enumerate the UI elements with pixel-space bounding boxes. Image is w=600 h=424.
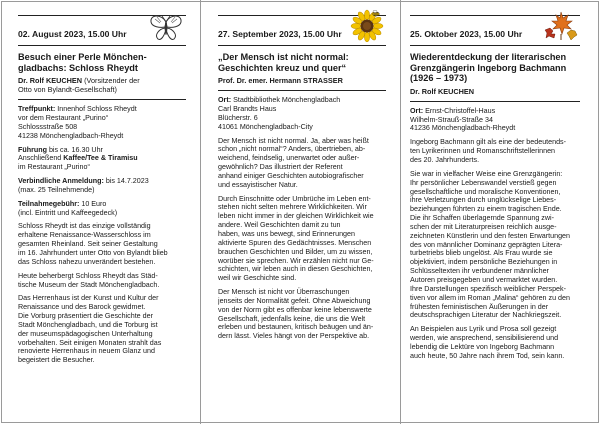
divider: [218, 90, 386, 91]
event-date: 02. August 2023, 15.00 Uhr: [18, 29, 127, 39]
event-location: Ort: Ernst-Christoffel-Haus Wilhelm-Strauß-Straße 34 41236 Mönchengladbach-Rheydt: [410, 106, 516, 133]
event-date: 27. September 2023, 15.00 Uhr: [218, 29, 342, 39]
fee-info: Teilnahmegebühr: 10 Euro (incl. Eintritt und Kaffeegedeck): [18, 199, 118, 217]
divider: [18, 99, 186, 100]
event-description: Ingeborg Bachmann gilt als eine der bedeutends- ten Lyrikerinnen und Romanschriftstellerinnen des 20. Jahrhunderts. Sie war in vielfacher Weise eine Grenzgängerin: Ihr persönlicher Lebenswandel verstieß gegen gesellschaftliche und moralische Konventionen, ihre Verletzungen durch unglückselige Liebes- beziehungen führten zu einem tragischen Ende. Die ihr Schaffen überlagernde Spannung zwi- schen der mit Literaturpreisen reichlich ausge- zeichneten Künstlerin und den festen Erwartungen des von männlicher Dominanz geprägten Litera- turbetriebs blieb ungelöst. Als Frau wurde sie objektiviert, indem persönliche Beziehungen in Schlüsseltexten ihr verbundener männlicher Autoren preisgegeben und vermarktet wurden. Ihre Darstellungen spezifisch weiblicher Perspek- tiven vor allem im Roman „Malina“ gehören zu den frühesten feministischen Äußerungen in der deutschsprachigen Literatur der Nachkriegszeit. An Beispielen aus Lyrik und Prosa soll gezeigt werden, wie ansprechend, sensibilisierend und lebendig die Lektüre von Ingeborg Bachmann auch heute, 50 Jahre nach ihrem Tod, sein kann.: [410, 138, 570, 360]
event-column-august: [18, 0, 186, 424]
autumn-leaves-icon: [544, 10, 578, 42]
event-location: Ort: Stadtbibliothek Mönchengladbach Carl Brandts Haus Blücherstr. 6 41061 Mönchengladbach-City: [218, 96, 341, 131]
event-speaker: Prof. Dr. emer. Hermann STRASSER: [218, 76, 343, 86]
registration-info: Verbindliche Anmeldung: bis 14.7.2023 (max. 25 Teilnehmende): [18, 177, 149, 194]
tour-info: Führung bis ca. 16.30 Uhr Anschließend Kaffee/Tee & Tiramisu im Restaurant „Purino“: [18, 145, 138, 172]
event-description: Schloss Rheydt ist das einzige vollständig erhaltene Renaissance-Wasserschloss im gesamten Rheinland. Seit seiner Gestaltung im 16. Jahrhundert unter Otto von Bylandt blieb das Schloss nahezu unverändert bestehen. Heute beherbergt Schloss Rheydt das Städ- tische Museum der Stadt Mönchengladbach. Das Herrenhaus ist der Kunst und Kultur der Renaissance und des Barock gewidmet. Die Vorburg präsentiert die Geschichte der Stadt Mönchengladbach, und die Torburg ist der museumspädagogischen Unterhaltung vorbehalten. Seit einigen Monaten strahlt das renovierte Herrenhaus in neuem Glanz und begeistert die Besucher.: [18, 222, 168, 365]
butterfly-icon: [148, 14, 184, 42]
event-header: [410, 15, 580, 46]
event-date: 25. Oktober 2023, 15.00 Uhr: [410, 29, 523, 39]
event-header: [218, 15, 386, 46]
column-separator: [400, 0, 401, 424]
event-speaker: Dr. Rolf KEUCHEN: [410, 86, 475, 96]
event-title: Wiederentdeckung der literarischen Grenzgängerin Ingeborg Bachmann (1926 – 1973): [410, 52, 567, 84]
event-title: Besuch einer Perle Mönchen- gladbachs: Schloss Rheydt: [18, 52, 147, 73]
meeting-point: Treffpunkt: Innenhof Schloss Rheydt vor dem Restaurant „Purino“ Schlossstraße 508 41238 Mönchengladbach-Rheydt: [18, 105, 137, 140]
event-column-october: [410, 0, 580, 424]
divider: [410, 101, 580, 102]
event-header: [18, 15, 186, 46]
event-column-september: [218, 0, 386, 424]
event-description: Der Mensch ist nicht normal. Ja, aber was heißt schon „nicht normal“? Anders, übertrieben, ab- weichend, feindselig, unerwartet oder außer- gewöhnlich? Das illustriert der Referent anhand einiger Geschichten autobiografischer und essayistischer Natur. Durch Einschnitte oder Umbrüche im Leben ent- stehen nicht selten mehrere Wirklichkeiten. Wir leben nicht immer in der gleichen Wirklichkeit wie andere. Weil Geschichten damit zu tun haben, was uns bewegt, sind Erinnerungen aktivierte Spuren des Gedächtnisses. Menschen brauchen Geschichten und Bilder, um zu wissen, worüber sie sprechen. Wir erzählen nicht nur Ge- schichten, wir leben auch in diesen Geschichten, weil wir Geschichte sind. Der Mensch ist nicht vor Überraschungen jenseits der Normalität gefeit. Ohne Abweichung von der Norm gibt es offenbar keine lebenswerte Gesellschaft, jedenfalls keine, die uns die Welt erleben und bestaunen, kritisch beäugen und än- dern lässt. Vieles hängt von der Perspektive ab.: [218, 136, 374, 341]
event-speaker: Dr. Rolf KEUCHEN (Vorsitzender der Otto von Bylandt-Gesellschaft): [18, 76, 140, 95]
event-title: „Der Mensch ist nicht normal: Geschichten kreuz und quer“: [218, 52, 349, 73]
column-separator: [200, 0, 201, 424]
sunflower-icon: [350, 8, 384, 42]
